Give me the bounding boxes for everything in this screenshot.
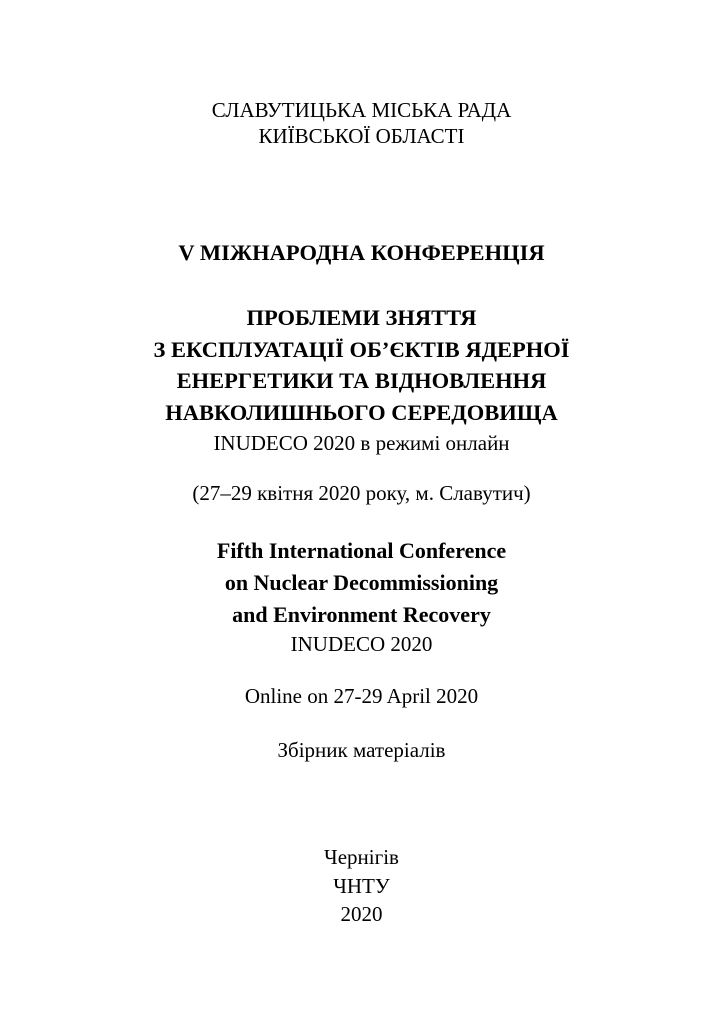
imprint-year: 2020 <box>340 902 383 926</box>
conference-title-ua-line-1: ПРОБЛЕМИ ЗНЯТТЯ <box>246 305 477 330</box>
document-type: Збірник матеріалів <box>277 738 446 762</box>
publisher-header-line-1: СЛАВУТИЦЬКА МІСЬКА РАДА <box>211 98 512 122</box>
conference-title-en-line-2: on Nuclear Decommissioning <box>224 570 499 595</box>
conference-dates-ua: (27–29 квітня 2020 року, м. Славутич) <box>192 481 531 505</box>
conference-edition-ua: V МІЖНАРОДНА КОНФЕРЕНЦІЯ <box>178 240 545 265</box>
conference-dates-en: Online on 27-29 April 2020 <box>244 684 479 708</box>
publisher-header-line-2: КИЇВСЬКОЇ ОБЛАСТІ <box>258 124 465 148</box>
imprint-city: Чернігів <box>324 845 399 869</box>
conference-subtitle-ua: INUDECO 2020 в режимі онлайн <box>213 431 510 455</box>
conference-title-ua-line-3: ЕНЕРГЕТИКИ ТА ВІДНОВЛЕННЯ <box>176 368 547 393</box>
conference-acronym-en: INUDECO 2020 <box>290 632 433 656</box>
conference-title-en-line-1: Fifth International Conference <box>216 538 507 563</box>
conference-title-ua-line-4: НАВКОЛИШНЬОГО СЕРЕДОВИЩА <box>165 400 558 425</box>
conference-title-en-line-3: and Environment Recovery <box>232 602 491 627</box>
conference-title-ua-line-2: З ЕКСПЛУАТАЦІЇ ОБ’ЄКТІВ ЯДЕРНОЇ <box>153 337 570 362</box>
imprint-publisher: ЧНТУ <box>333 874 390 898</box>
